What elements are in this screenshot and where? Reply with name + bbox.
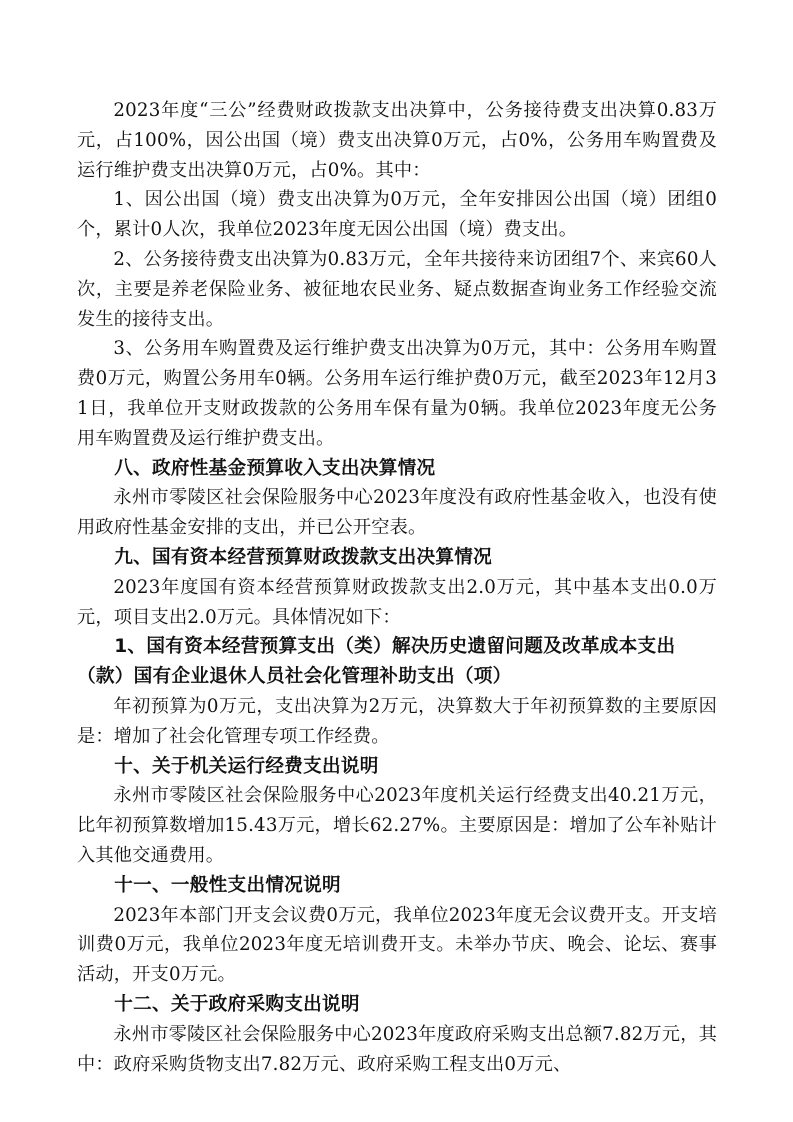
paragraph-vehicle-expense: 3、公务用车购置费及运行维护费支出决算为0万元，其中：公务用车购置费0万元，购置公务用车0辆。公务用车运行维护费0万元，截至2023年12月31日，我单位开支财政拨款的公务用车保有量为0辆。我单位2023年度无公务用车购置费及运行维护费支出。 bbox=[77, 338, 717, 449]
paragraph-state-capital: 2023年度国有资本经营预算财政拨款支出2.0万元，其中基本支出0.0万元，项目支出2.0万元。具体情况如下： bbox=[77, 576, 717, 628]
paragraph-state-capital-detail: 年初预算为0万元，支出决算为2万元，决算数大于年初预算数的主要原因是：增加了社会化管理专项工作经费。 bbox=[77, 695, 717, 747]
section-heading-11: 十一、一般性支出情况说明 bbox=[114, 874, 341, 896]
section-heading-12: 十二、关于政府采购支出说明 bbox=[114, 993, 360, 1015]
paragraph-sangong-summary: 2023年度“三公”经费财政拨款支出决算中，公务接待费支出决算0.83万元，占100%，因公出国（境）费支出决算0万元，占0%，公务用车购置费及运行维护费支出决算0万元，占0%。其中： bbox=[77, 100, 717, 181]
paragraph-operating-expense: 永州市零陵区社会保险服务中心2023年度机关运行经费支出40.21万元，比年初预算数增加15.43万元，增长62.27%。主要原因是：增加了公车补贴计入其他交通费用。 bbox=[77, 785, 717, 866]
paragraph-procurement: 永州市零陵区社会保险服务中心2023年度政府采购支出总额7.82万元，其中：政府采购货物支出7.82万元、政府采购工程支出0万元、 bbox=[77, 1023, 717, 1075]
section-heading-10: 十、关于机关运行经费支出说明 bbox=[114, 755, 379, 777]
paragraph-government-fund: 永州市零陵区社会保险服务中心2023年度没有政府性基金收入，也没有使用政府性基金安排的支出，并已公开空表。 bbox=[77, 487, 717, 539]
section-heading-8: 八、政府性基金预算收入支出决算情况 bbox=[114, 457, 436, 479]
paragraph-overseas-expense: 1、因公出国（境）费支出决算为0万元，全年安排因公出国（境）团组0个，累计0人次，我单位2023年度无因公出国（境）费支出。 bbox=[77, 189, 717, 241]
subsection-heading-state-capital-item: 1、国有资本经营预算支出（类）解决历史遗留问题及改革成本支出（款）国有企业退休人员社会化管理补助支出（项） bbox=[77, 636, 676, 688]
paragraph-reception-expense: 2、公务接待费支出决算为0.83万元，全年共接待来访团组7个、来宾60人次，主要是养老保险业务、被征地农民业务、疑点数据查询业务工作经验交流发生的接待支出。 bbox=[77, 248, 717, 330]
document-body bbox=[77, 96, 717, 1079]
section-heading-9: 九、国有资本经营预算财政拨款支出决算情况 bbox=[114, 546, 493, 568]
paragraph-general-expense: 2023年本部门开支会议费0万元，我单位2023年度无会议费开支。开支培训费0万元，我单位2023年度无培训费开支。未举办节庆、晚会、论坛、赛事活动，开支0万元。 bbox=[77, 904, 717, 986]
